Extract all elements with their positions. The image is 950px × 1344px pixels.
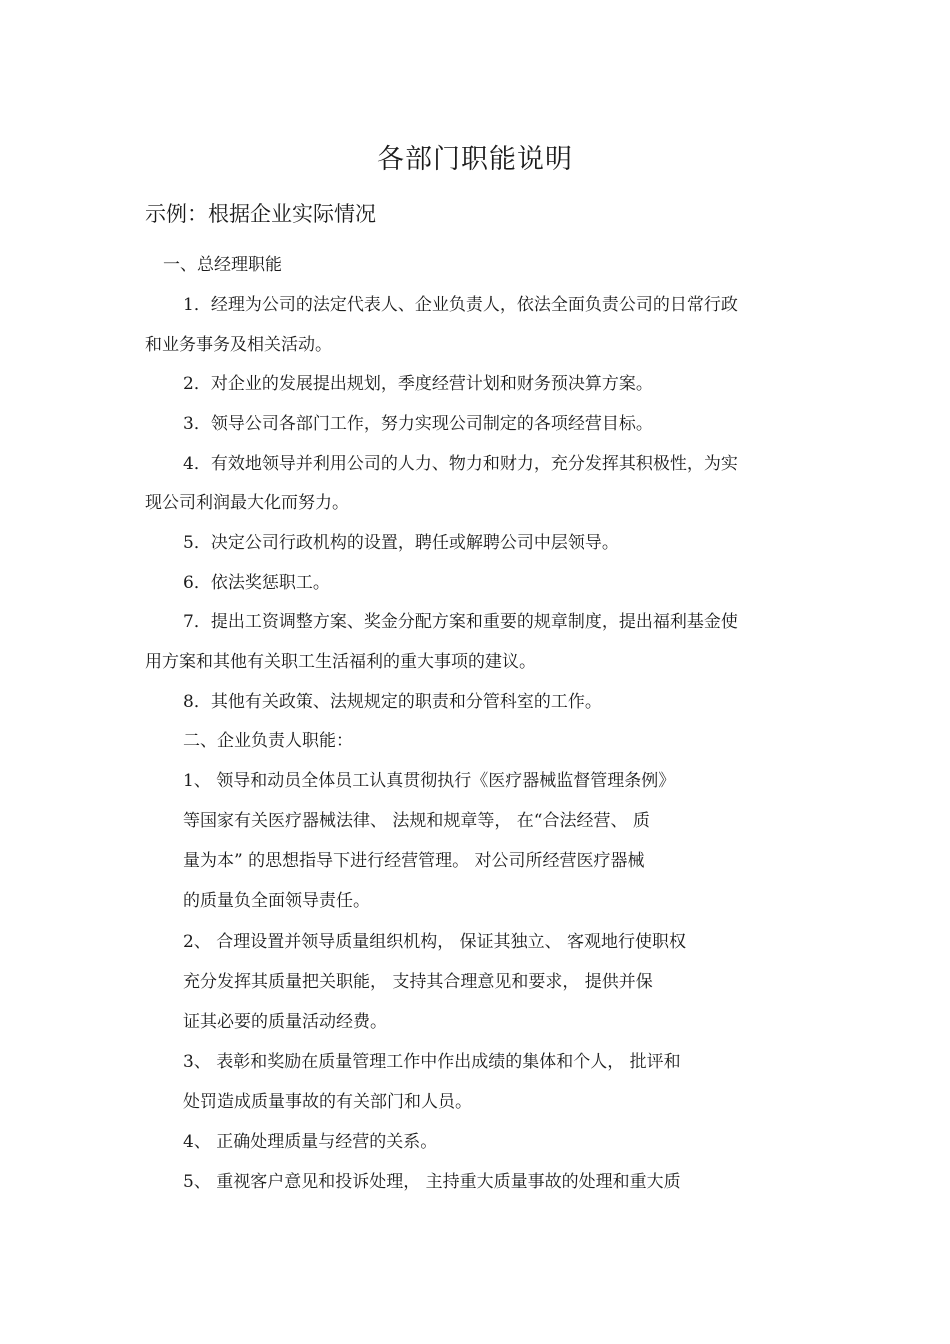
paragraph-line: 量为本” 的思想指导下进行经营管理。 对公司所经营医疗器械 <box>183 851 645 871</box>
paragraph-line: 用方案和其他有关职工生活福利的重大事项的建议。 <box>145 652 536 672</box>
section-heading: 二、企业负责人职能： <box>183 731 353 751</box>
paragraph-line: 6．依法奖惩职工。 <box>183 573 330 593</box>
paragraph-line: 现公司利润最大化而努力。 <box>145 493 349 513</box>
paragraph-line: 8．其他有关政策、法规规定的职责和分管科室的工作。 <box>183 692 602 712</box>
paragraph-line: 4．有效地领导并利用公司的人力、物力和财力，充分发挥其积极性，为实 <box>183 454 738 474</box>
paragraph-line: 7．提出工资调整方案、奖金分配方案和重要的规章制度，提出福利基金使 <box>183 612 738 632</box>
paragraph-line: 处罚造成质量事故的有关部门和人员。 <box>183 1092 472 1112</box>
paragraph-line: 3、 表彰和奖励在质量管理工作中作出成绩的集体和个人， 批评和 <box>183 1052 681 1072</box>
paragraph-line: 1、 领导和动员全体员工认真贯彻执行《医疗器械监督管理条例》 <box>183 771 676 791</box>
paragraph-line: 2．对企业的发展提出规划，季度经营计划和财务预决算方案。 <box>183 374 653 394</box>
paragraph-line: 1．经理为公司的法定代表人、企业负责人，依法全面负责公司的日常行政 <box>183 295 738 315</box>
paragraph-line: 2、 合理设置并领导质量组织机构， 保证其独立、 客观地行使职权 <box>183 932 687 952</box>
paragraph-line: 5．决定公司行政机构的设置，聘任或解聘公司中层领导。 <box>183 533 619 553</box>
paragraph-line: 5、 重视客户意见和投诉处理， 主持重大质量事故的处理和重大质 <box>183 1172 681 1192</box>
paragraph-line: 证其必要的质量活动经费。 <box>183 1012 387 1032</box>
page-subtitle: 示例：根据企业实际情况 <box>145 202 376 226</box>
paragraph-line: 等国家有关医疗器械法律、 法规和规章等， 在“合法经营、 质 <box>183 811 650 831</box>
paragraph-line: 的质量负全面领导责任。 <box>183 891 370 911</box>
page-title: 各部门职能说明 <box>377 144 573 175</box>
section-heading: 一、总经理职能 <box>163 255 282 275</box>
paragraph-line: 和业务事务及相关活动。 <box>145 335 332 355</box>
paragraph-line: 充分发挥其质量把关职能， 支持其合理意见和要求， 提供并保 <box>183 972 653 992</box>
paragraph-line: 4、 正确处理质量与经营的关系。 <box>183 1132 438 1152</box>
paragraph-line: 3．领导公司各部门工作，努力实现公司制定的各项经营目标。 <box>183 414 653 434</box>
